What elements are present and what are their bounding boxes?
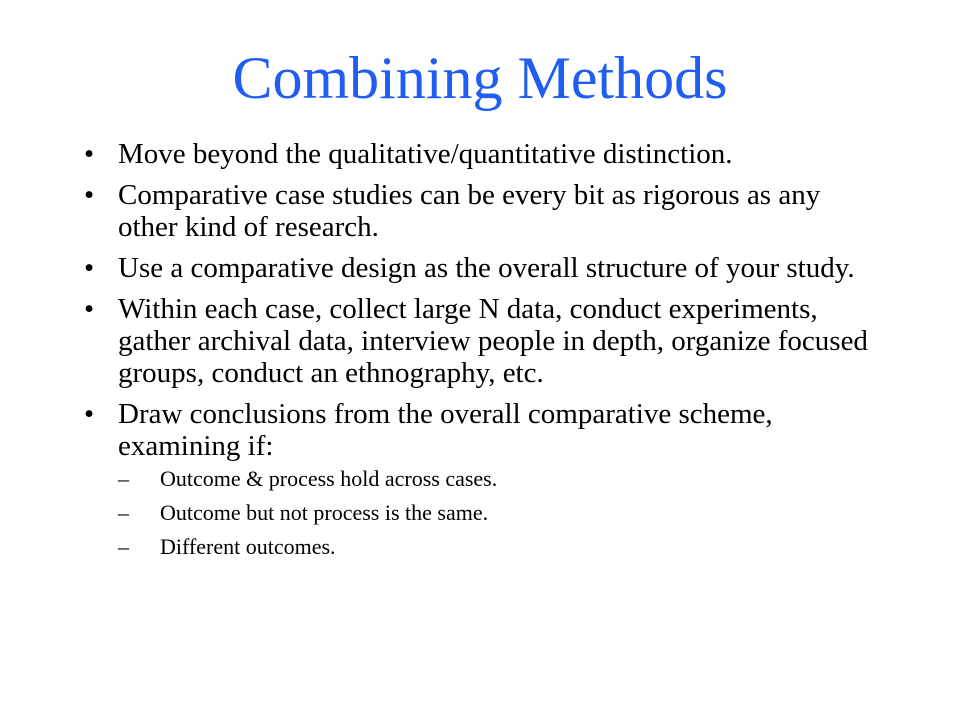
- sub-bullet-marker: –: [118, 500, 129, 525]
- sub-bullet-item: [118, 535, 878, 559]
- bullet-item: [78, 179, 878, 243]
- bullet-marker: •: [84, 398, 95, 430]
- bullet-text: Comparative case studies can be every bit as rigorous as any other kind of research.: [118, 179, 821, 243]
- bullet-text: Draw conclusions from the overall comparative scheme, examining if:: [118, 398, 773, 462]
- sub-bullet-text: Outcome but not process is the same.: [160, 500, 489, 525]
- bullet-marker: •: [84, 179, 95, 211]
- sub-bullet-text: Outcome & process hold across cases.: [160, 466, 498, 491]
- bullet-marker: •: [84, 252, 95, 284]
- bullet-list: [78, 138, 878, 569]
- bullet-item: [78, 252, 878, 284]
- bullet-text: Within each case, collect large N data, conduct experiments, gather archival data, interview people in depth, organize focused groups, conduct an ethnography, etc.: [118, 293, 868, 389]
- sub-bullet-marker: –: [118, 466, 129, 491]
- bullet-text: Move beyond the qualitative/quantitative distinction.: [118, 138, 733, 170]
- bullet-item: [78, 138, 878, 170]
- sub-bullet-marker: –: [118, 534, 129, 559]
- bullet-item: [78, 293, 878, 389]
- bullet-text: Use a comparative design as the overall structure of your study.: [118, 252, 855, 284]
- bullet-item: [78, 398, 878, 559]
- bullet-marker: •: [84, 138, 95, 170]
- sub-bullet-list: [118, 467, 878, 559]
- bullet-marker: •: [84, 293, 95, 325]
- slide-title: Combining Methods: [232, 45, 728, 111]
- sub-bullet-text: Different outcomes.: [160, 534, 336, 559]
- sub-bullet-item: [118, 467, 878, 491]
- sub-bullet-item: [118, 501, 878, 525]
